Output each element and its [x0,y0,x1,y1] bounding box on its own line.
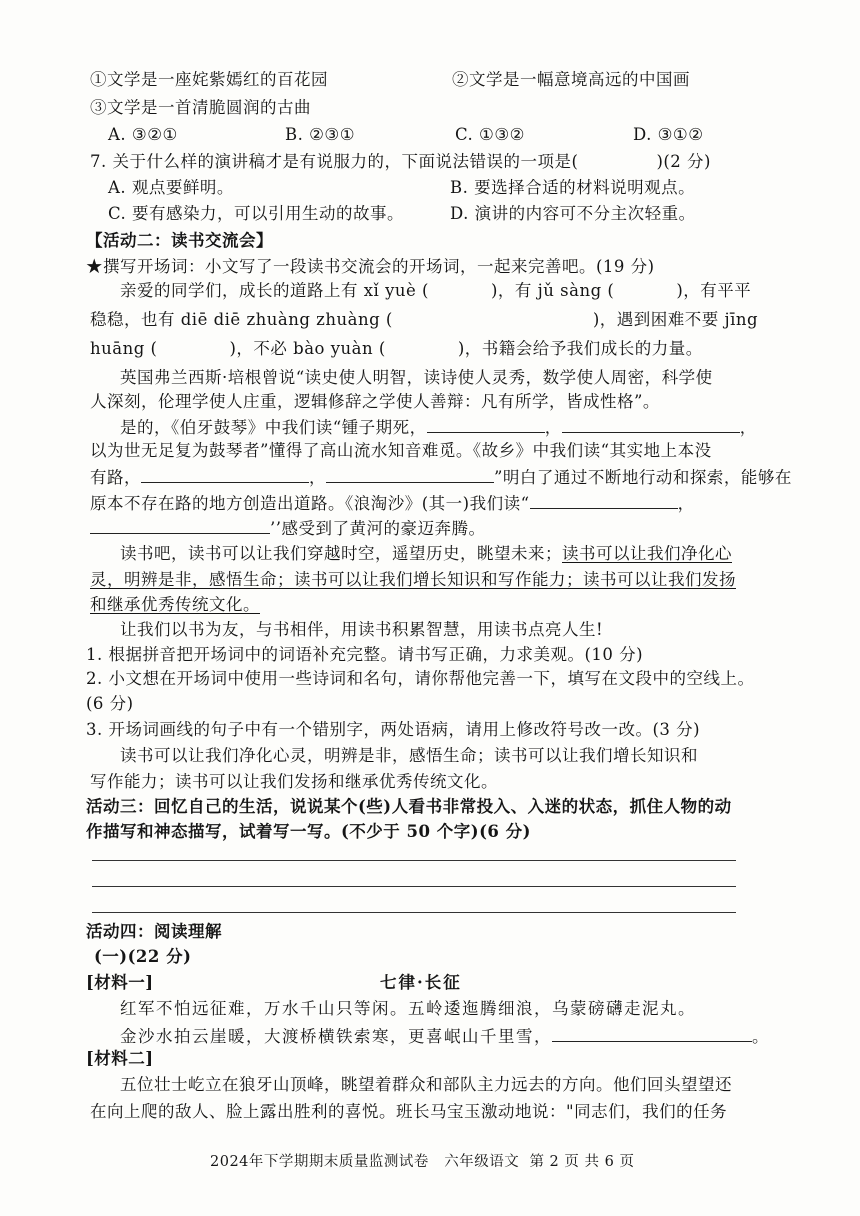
para1-line3 [90,337,703,361]
blank-3[interactable] [141,464,309,483]
underlined-sentence: 读书可以让我们净化心 [562,544,732,563]
pinyin-jing: )，遇到困难不要 jīng [592,310,759,329]
q6-choice-b: B. ②③① [285,125,355,144]
para3-text: 是的，《伯牙鼓琴》中我们读“锺子期死， [120,418,427,437]
comma: ， [309,468,326,487]
para4-line1 [120,542,732,566]
para1-end: )，书籍会给予我们成长的力量。 [457,339,703,358]
comma: ， [739,418,757,437]
para1-line2 [90,308,758,332]
poem-line-1: 红军不怕远征难，万水千山只等闲。五岭逶迤腾细浪，乌蒙磅礴走泥丸。 [120,999,696,1018]
poem-title: 七律·长征 [380,973,462,992]
q7-stem [90,150,711,174]
blank-1[interactable] [427,414,545,433]
question-3: 3. 开场词画线的句子中有一个错别字，两处语病，请用上修改符号改一改。(3 分) [86,720,701,739]
activity4-subsection: (一)(22 分) [94,947,192,966]
period: 。 [752,1027,770,1046]
material-1-label: [材料一] [86,973,154,992]
poem-blank[interactable] [552,1023,752,1042]
para1-line1 [120,279,751,303]
poem-line-2 [120,1023,770,1049]
pinyin-huang: huāng ( [90,339,158,358]
question-2-score: (6 分) [86,694,134,713]
comma: ， [544,418,562,437]
answer-line-1[interactable] [92,860,736,861]
blank-2[interactable] [562,414,740,433]
blank-6[interactable] [90,515,270,534]
para5: 让我们以书为友，与书相伴，用读书积累智慧，用读书点亮人生! [120,620,604,639]
activity3-line2: 作描写和神态描写，试着写一写。(不少于 50 个字)(6 分) [86,822,531,841]
question-3-text-line1: 读书可以让我们净化心灵，明辨是非，感悟生命；读书可以让我们增长知识和 [120,746,698,765]
footer-subject: 六年级语文 [444,1154,520,1170]
question-1: 1. 根据拼音把开场词中的词语补充完整。请书写正确，力求美观。(10 分) [86,645,644,664]
para3-line3 [90,464,792,490]
footer-exam-title: 2024年下学期期末质量监测试卷 [210,1154,429,1170]
q7-option-b: B. 要选择合适的材料说明观点。 [450,178,696,197]
para3-line1 [120,414,757,440]
q7-stem-text: 7. 关于什么样的演讲稿才是有说服力的，下面说法错误的一项是( [90,152,579,171]
para4-line2: 灵，明辨是非，感悟生命；读书可以让我们增长知识和写作能力；读书可以让我们发扬 [90,570,736,589]
comma: ， [677,494,695,513]
activity2-title: 【活动二：读书交流会】 [86,231,273,250]
para3-line4 [90,490,695,516]
q7-score: )(2 分) [656,152,711,171]
footer-page-number: 第 2 页 共 6 页 [529,1154,635,1170]
pinyin-jusang: )，有 jǔ sàng ( [490,281,615,300]
material-2-line2: 在向上爬的敌人、脸上露出胜利的喜悦。班长马宝玉激动地说："同志们，我们的任务 [90,1102,728,1121]
q6-choice-c: C. ①③② [455,125,525,144]
pinyin-baoyuan: )，不必 bào yuàn ( [229,339,386,358]
q7-option-c: C. 要有感染力，可以引用生动的故事。 [108,204,405,223]
para2-line2: 人深刻，伦理学使人庄重，逻辑修辞之学使人善辩：凡有所学，皆成性格”。 [90,392,660,411]
answer-line-2[interactable] [92,886,736,887]
material-2-line1: 五位壮士屹立在狼牙山顶峰，眺望着群众和部队主力远去的方向。他们回头望望还 [120,1075,732,1094]
q7-option-d: D. 演讲的内容可不分主次轻重。 [450,204,696,223]
pinyin-diediezhuang: 稳稳，也有 diē diē zhuàng zhuàng ( [90,310,393,329]
material-2-label: [材料二] [86,1049,154,1068]
q6-choice-d: D. ③①② [633,125,704,144]
activity4-title: 活动四：阅读理解 [86,922,222,941]
para3-text: 原本不存在路的地方创造出道路。《浪淘沙》(其一)我们读“ [90,494,530,513]
para3-text: 有路， [90,468,141,487]
q6-option-3: ③文学是一首清脆圆润的古曲 [90,98,311,117]
para2-line1: 英国弗兰西斯·培根曾说“读史使人明智，读诗使人灵秀，数学使人周密，科学使 [120,368,713,387]
para3-text: ’’感受到了黄河的豪迈奔腾。 [270,519,486,538]
poem-text: 金沙水拍云崖暖，大渡桥横铁索寒，更喜岷山千里雪， [120,1027,552,1046]
para1-tail: )，有平平 [676,281,752,300]
para3-text: ”明白了通过不断地行动和探索，能够在 [494,468,792,487]
para3-line2: 以为世无足复为鼓琴者”懂得了高山流水知音难觅。《故乡》中我们读“其实地上本没 [90,441,712,460]
page-footer [210,1150,634,1174]
blank-5[interactable] [530,490,678,509]
activity2-task: ★撰写开场词：小文写了一段读书交流会的开场词，一起来完善吧。(19 分) [86,257,655,276]
para3-line5 [90,515,486,541]
q6-option-2: ②文学是一幅意境高远的中国画 [452,70,690,89]
question-2: 2. 小文想在开场词中使用一些诗词和名句，请你帮他完善一下，填写在文段中的空线上。 [86,669,755,688]
q6-option-1: ①文学是一座姹紫嫣红的百花园 [90,70,328,89]
question-3-text-line2: 写作能力；读书可以让我们发扬和继承优秀传统文化。 [90,772,498,791]
blank-4[interactable] [326,464,494,483]
answer-line-3[interactable] [92,912,736,913]
para4-text: 读书吧，读书可以让我们穿越时空，遥望历史，眺望未来； [120,544,562,563]
activity3-line1: 活动三：回忆自己的生活，说说某个(些)人看书非常投入、入迷的状态，抓住人物的动 [86,797,732,816]
q6-choice-a: A. ③②① [108,125,178,144]
para4-line3: 和继承优秀传统文化。 [90,595,260,614]
q7-option-a: A. 观点要鲜明。 [108,178,234,197]
pinyin-xiyue: 亲爱的同学们，成长的道路上有 xǐ yuè ( [120,281,429,300]
